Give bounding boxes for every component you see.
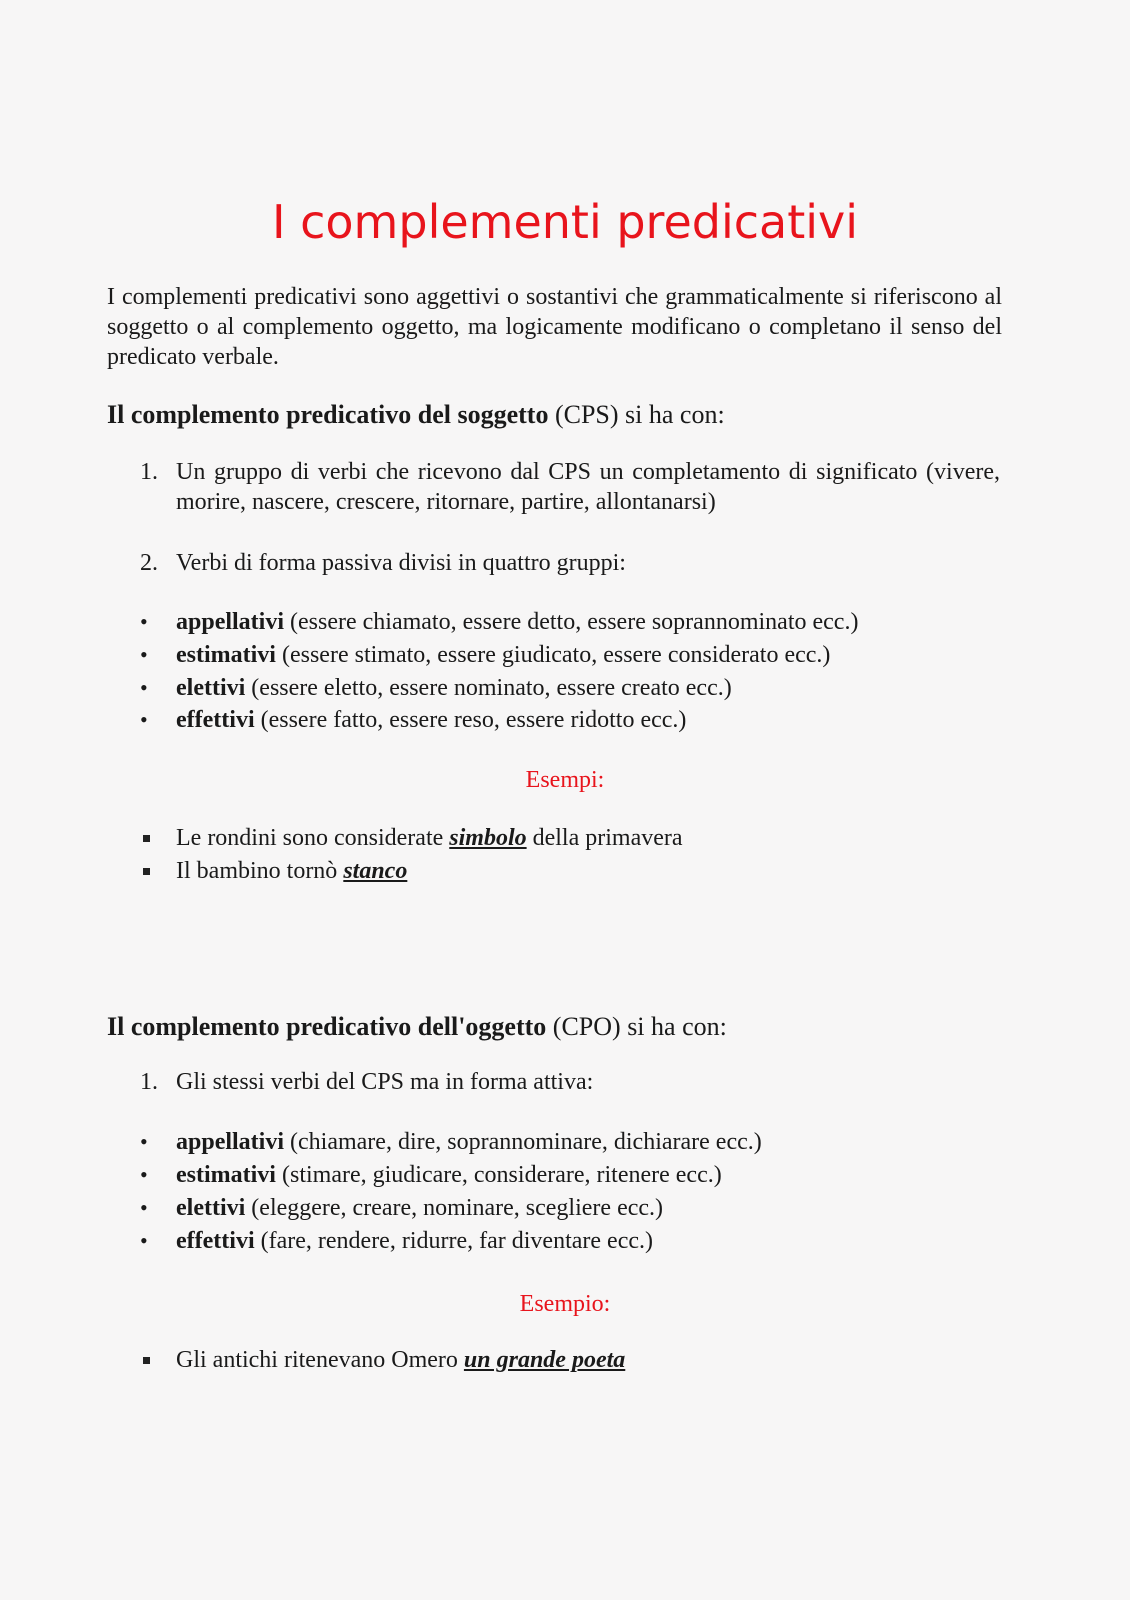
item-text: Un gruppo di verbi che ricevono dal CPS un completamento di significato (vivere, morire, nascere, crescere, ritornare, partire, allontanarsi) bbox=[176, 459, 1000, 515]
cps-heading-rest: (CPS) si ha con: bbox=[548, 400, 725, 429]
bullet-icon: • bbox=[140, 1228, 148, 1253]
bullet-text: (essere fatto, essere reso, essere ridotto ecc.) bbox=[254, 707, 687, 733]
cps-heading bbox=[107, 400, 725, 430]
cpo-example-label: Esempio: bbox=[519, 1291, 611, 1317]
cps-bullet-2 bbox=[140, 640, 830, 670]
bullet-term: elettivi bbox=[176, 1195, 246, 1221]
cpo-heading-rest: (CPO) si ha con: bbox=[546, 1012, 727, 1041]
bullet-icon: • bbox=[140, 1162, 148, 1187]
bullet-term: effettivi bbox=[176, 707, 255, 733]
cps-bullet-3 bbox=[140, 673, 732, 703]
item-number: 1. bbox=[140, 1069, 158, 1095]
example-text: Gli antichi ritenevano Omero bbox=[176, 1347, 464, 1373]
item-number: 2. bbox=[140, 550, 158, 576]
cps-item-2 bbox=[140, 548, 1000, 578]
bullet-text: (stimare, giudicare, considerare, ritenere ecc.) bbox=[275, 1162, 722, 1188]
bullet-term: elettivi bbox=[176, 675, 246, 701]
page-title: I complementi predicativi bbox=[271, 195, 859, 249]
bullet-text: (essere stimato, essere giudicato, essere considerato ecc.) bbox=[275, 642, 831, 668]
bullet-text: (essere eletto, essere nominato, essere creato ecc.) bbox=[245, 675, 732, 701]
cpo-heading bbox=[107, 1012, 727, 1042]
bullet-icon: • bbox=[140, 1195, 148, 1220]
intro-paragraph: I complementi predicativi sono aggettivi o sostantivi che grammaticalmente si riferiscono al soggetto o al complemento oggetto, ma logicamente modificano o completano il senso del predicato verbale. bbox=[107, 284, 1002, 370]
example-text: Le rondini sono considerate bbox=[176, 825, 450, 851]
bullet-term: estimativi bbox=[176, 1162, 276, 1188]
cpo-example-1 bbox=[140, 1345, 625, 1375]
square-bullet-icon bbox=[143, 835, 150, 842]
cps-example-1 bbox=[140, 823, 683, 853]
item-text: Gli stessi verbi del CPS ma in forma attiva: bbox=[176, 1069, 594, 1095]
cpo-bullet-1 bbox=[140, 1127, 762, 1157]
square-bullet-icon bbox=[143, 868, 150, 875]
square-bullet-icon bbox=[143, 1357, 150, 1364]
bullet-term: appellativi bbox=[176, 1129, 285, 1155]
cps-bullet-1 bbox=[140, 607, 858, 637]
bullet-icon: • bbox=[140, 1129, 148, 1154]
bullet-icon: • bbox=[140, 609, 148, 634]
example-predicate: stanco bbox=[343, 858, 408, 884]
bullet-text: (chiamare, dire, soprannominare, dichiarare ecc.) bbox=[284, 1129, 762, 1155]
cps-bullet-4 bbox=[140, 705, 686, 735]
bullet-term: estimativi bbox=[176, 642, 276, 668]
example-text: della primavera bbox=[526, 825, 683, 851]
bullet-text: (essere chiamato, essere detto, essere soprannominato ecc.) bbox=[284, 609, 859, 635]
example-text: Il bambino tornò bbox=[176, 858, 344, 884]
cpo-bullet-4 bbox=[140, 1226, 653, 1256]
cpo-heading-bold: Il complemento predicativo dell'oggetto bbox=[107, 1012, 547, 1041]
cps-heading-bold: Il complemento predicativo del soggetto bbox=[107, 400, 549, 429]
cpo-bullet-2 bbox=[140, 1160, 722, 1190]
bullet-text: (eleggere, creare, nominare, scegliere ecc.) bbox=[245, 1195, 664, 1221]
bullet-text: (fare, rendere, ridurre, far diventare ecc.) bbox=[254, 1228, 653, 1254]
bullet-icon: • bbox=[140, 707, 148, 732]
bullet-term: appellativi bbox=[176, 609, 285, 635]
bullet-term: effettivi bbox=[176, 1228, 255, 1254]
example-predicate: simbolo bbox=[449, 825, 527, 851]
cps-examples-label: Esempi: bbox=[525, 767, 605, 793]
example-predicate: un grande poeta bbox=[463, 1347, 626, 1373]
cps-item-1 bbox=[140, 457, 1000, 517]
item-text: Verbi di forma passiva divisi in quattro gruppi: bbox=[176, 550, 626, 576]
bullet-icon: • bbox=[140, 642, 148, 667]
item-number: 1. bbox=[140, 459, 158, 485]
bullet-icon: • bbox=[140, 675, 148, 700]
cpo-bullet-3 bbox=[140, 1193, 663, 1223]
cpo-item-1 bbox=[140, 1067, 1000, 1097]
cps-example-2 bbox=[140, 856, 407, 886]
